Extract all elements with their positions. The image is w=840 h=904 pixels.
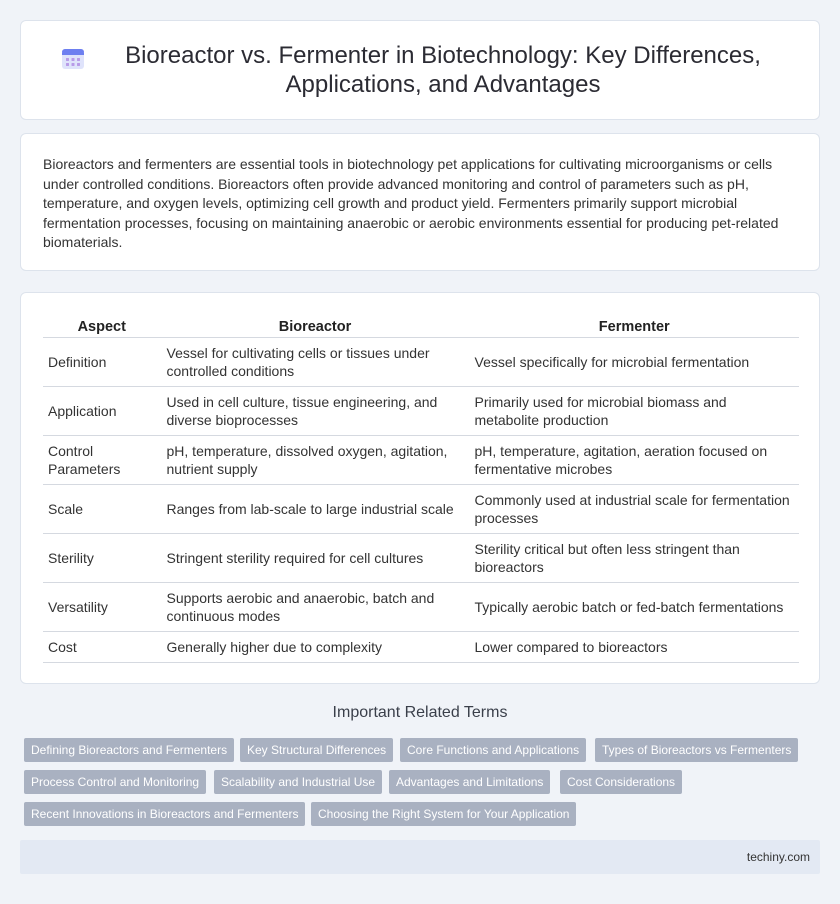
table-row	[43, 337, 799, 386]
related-term-tag[interactable]: Types of Bioreactors vs Fermenters	[595, 738, 798, 762]
related-terms-title: Important Related Terms	[332, 704, 508, 721]
intro-card	[20, 133, 820, 271]
aspect-cell: Application	[43, 386, 161, 435]
table-row	[43, 435, 799, 484]
bioreactor-cell: pH, temperature, dissolved oxygen, agitation, nutrient supply	[161, 435, 469, 484]
fermenter-cell: pH, temperature, agitation, aeration focused on fermentative microbes	[469, 435, 799, 484]
aspect-cell: Scale	[43, 484, 161, 533]
related-term-tag[interactable]: Recent Innovations in Bioreactors and Fermenters	[24, 802, 305, 826]
aspect-cell: Versatility	[43, 582, 161, 631]
table-row	[43, 582, 799, 631]
fermenter-cell: Typically aerobic batch or fed-batch fermentations	[469, 582, 799, 631]
table-header-row	[43, 313, 799, 337]
related-term-tag[interactable]: Choosing the Right System for Your Application	[311, 802, 576, 826]
page-title: Bioreactor vs. Fermenter in Biotechnology: Key Differences, Applications, and Advantages	[125, 42, 761, 98]
table-row	[43, 631, 799, 662]
related-term-tag[interactable]: Advantages and Limitations	[389, 770, 550, 794]
bioreactor-cell: Vessel for cultivating cells or tissues under controlled conditions	[161, 337, 469, 386]
aspect-cell: Definition	[43, 337, 161, 386]
title-wrap	[60, 41, 780, 99]
related-term-tag[interactable]: Defining Bioreactors and Fermenters	[24, 738, 234, 762]
intro-paragraph: Bioreactors and fermenters are essential tools in biotechnology pet applications for cultivating microorganisms or cells under controlled conditions. Bioreactors often provide advanced monitoring and control of parameters such as pH, temperature, and oxygen levels, optimizing cell growth and product yield. Fermenters primarily support microbial fermentation processes, focusing on maintaining anaerobic or aerobic environments essential for producing pet-related biomaterials.	[43, 156, 779, 251]
table-row	[43, 533, 799, 582]
fermenter-cell: Commonly used at industrial scale for fermentation processes	[469, 484, 799, 533]
title-card	[20, 20, 820, 120]
bioreactor-cell: Stringent sterility required for cell cultures	[161, 533, 469, 582]
table-row	[43, 484, 799, 533]
aspect-cell: Cost	[43, 631, 161, 662]
fermenter-cell: Sterility critical but often less stringent than bioreactors	[469, 533, 799, 582]
bioreactor-cell: Used in cell culture, tissue engineering, and diverse bioprocesses	[161, 386, 469, 435]
bioreactor-cell: Generally higher due to complexity	[161, 631, 469, 662]
bioreactor-cell: Supports aerobic and anaerobic, batch and continuous modes	[161, 582, 469, 631]
column-header-bioreactor: Bioreactor	[161, 313, 469, 337]
comparison-table	[43, 313, 799, 663]
aspect-cell: Control Parameters	[43, 435, 161, 484]
fermenter-cell: Lower compared to bioreactors	[469, 631, 799, 662]
aspect-cell: Sterility	[43, 533, 161, 582]
comparison-table-card	[20, 292, 820, 684]
calendar-icon	[60, 45, 86, 71]
column-header-fermenter: Fermenter	[469, 313, 799, 337]
related-term-tag[interactable]: Cost Considerations	[560, 770, 682, 794]
fermenter-cell: Vessel specifically for microbial fermentation	[469, 337, 799, 386]
related-term-tag[interactable]: Key Structural Differences	[240, 738, 393, 762]
footer-site-name: techiny.com	[746, 850, 810, 864]
related-term-tag[interactable]: Core Functions and Applications	[400, 738, 586, 762]
bioreactor-cell: Ranges from lab-scale to large industrial scale	[161, 484, 469, 533]
column-header-aspect: Aspect	[43, 313, 161, 337]
table-row	[43, 386, 799, 435]
footer	[20, 840, 820, 874]
fermenter-cell: Primarily used for microbial biomass and metabolite production	[469, 386, 799, 435]
related-term-tag[interactable]: Scalability and Industrial Use	[214, 770, 382, 794]
related-term-tag[interactable]: Process Control and Monitoring	[24, 770, 206, 794]
